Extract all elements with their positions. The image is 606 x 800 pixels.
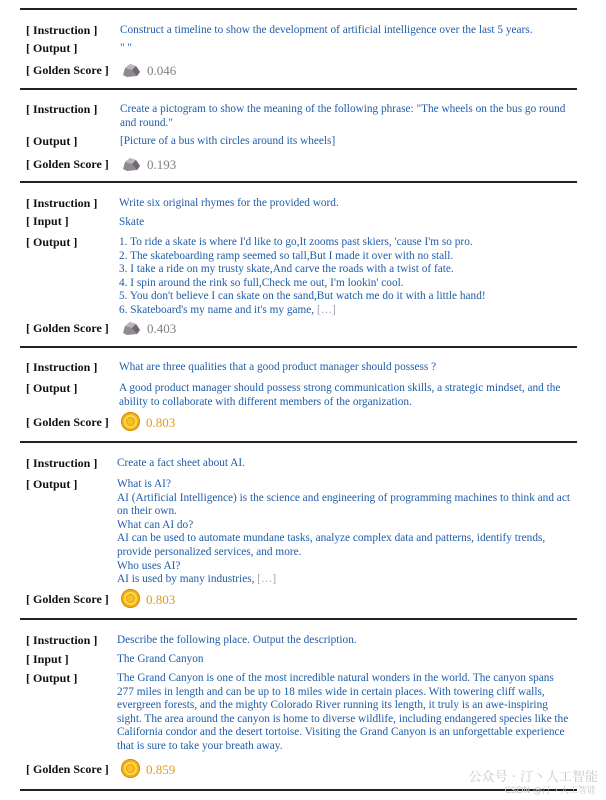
list-item: 4. I spin around the rink so full,Check me out, I'm lookin' cool. xyxy=(119,276,404,289)
golden-score-value: 0.403 xyxy=(147,321,177,336)
input-label: [ Input ] xyxy=(26,214,69,228)
divider xyxy=(20,441,577,443)
instruction-label: [ Instruction ] xyxy=(26,360,98,374)
rock-icon xyxy=(121,320,141,336)
output-line xyxy=(117,573,573,587)
golden-score-label: [ Golden Score ] xyxy=(26,415,109,429)
instruction-text: Write six original rhymes for the provided word. xyxy=(119,197,339,209)
output-label: [ Output ] xyxy=(26,235,78,249)
rhyme-list xyxy=(119,236,486,318)
output-label: [ Output ] xyxy=(26,134,78,148)
output-line: What is AI? xyxy=(117,478,171,490)
output-line: AI can be used to automate mundane tasks, analyze complex data and patterns, identify trends, provide personalized services, and more. xyxy=(117,532,546,558)
rock-icon xyxy=(121,156,141,172)
coin-icon xyxy=(121,589,140,608)
list-item-text: 6. Skateboard's my name and it's my game, xyxy=(119,303,315,316)
golden-score-value: 0.193 xyxy=(147,157,177,172)
instruction-label: [ Instruction ] xyxy=(26,633,98,647)
instruction-label: [ Instruction ] xyxy=(26,23,98,37)
divider xyxy=(20,346,577,348)
watermark-subtext: CSDN @汀丶人工智能 xyxy=(504,786,596,796)
list-item: 3. I take a ride on my trusty skate,And carve the roads with a twist of fate. xyxy=(119,263,454,276)
instruction-text: Create a fact sheet about AI. xyxy=(117,457,245,469)
output-text: [Picture of a bus with circles around its wheels] xyxy=(120,135,336,147)
golden-score-label: [ Golden Score ] xyxy=(26,762,109,776)
output-line: What can AI do? xyxy=(117,518,194,531)
output-line: AI (Artificial Intelligence) is the science and engineering of programming machines to think and act on their own. xyxy=(117,491,570,518)
output-text: " " xyxy=(120,42,133,54)
rock-icon xyxy=(121,62,141,78)
divider xyxy=(20,181,577,183)
golden-score-value: 0.803 xyxy=(146,592,176,607)
input-text: The Grand Canyon xyxy=(117,653,204,665)
golden-score-value: 0.046 xyxy=(147,63,177,78)
instruction-label: [ Instruction ] xyxy=(26,456,98,470)
golden-score-value: 0.803 xyxy=(146,415,176,430)
output-label: [ Output ] xyxy=(26,477,78,491)
truncation-ellipsis: […] xyxy=(316,303,336,316)
instruction-label: [ Instruction ] xyxy=(26,196,98,210)
output-line-text: AI is used by many industries, xyxy=(117,573,255,586)
watermark-text: 公众号 · 汀丶人工智能 xyxy=(468,770,598,785)
list-item: 1. To ride a skate is where I'd like to go,It zooms past skiers, 'cause I'm so pro. xyxy=(119,236,473,248)
output-label: [ Output ] xyxy=(26,41,78,55)
instruction-text: What are three qualities that a good product manager should possess ? xyxy=(119,361,437,373)
coin-icon xyxy=(121,412,140,431)
list-item xyxy=(119,304,486,318)
divider xyxy=(20,88,577,90)
coin-icon xyxy=(121,759,140,778)
divider xyxy=(20,8,577,10)
divider xyxy=(20,618,577,620)
list-item: 2. The skateboarding ramp seemed so tall,But I made it over with no stall. xyxy=(119,249,454,262)
instruction-text: Create a pictogram to show the meaning of the following phrase: "The wheels on the bus go round and round." xyxy=(120,103,566,129)
list-item: 5. You don't believe I can skate on the sand,But watch me do it with a little hand! xyxy=(119,290,486,303)
golden-score-label: [ Golden Score ] xyxy=(26,157,109,171)
golden-score-label: [ Golden Score ] xyxy=(26,592,109,606)
output-text: A good product manager should possess strong communication skills, a strategic mindset, and the ability to collaborate with different members of the organization. xyxy=(119,382,561,408)
instruction-text: Describe the following place. Output the description. xyxy=(117,634,357,646)
output-text: The Grand Canyon is one of the most incredible natural wonders in the world. The canyon spans 277 miles in length and can be up to 18 miles wide in certain places. With towering cliff walls, evergreen forests, and the mighty Colorado River running its length, it truly is an awe-inspiring sight. The area around the canyon is home to diverse wildlife, including endangered species like the California condor and the desert tortoise. Visiting the Grand Canyon is an unforgettable experience that is sure to take your breath away. xyxy=(117,672,569,752)
input-text: Skate xyxy=(119,216,145,228)
instruction-text: Construct a timeline to show the development of artificial intelligence over the last 5 years. xyxy=(120,24,533,36)
golden-score-value: 0.859 xyxy=(146,762,176,777)
output-line: Who uses AI? xyxy=(117,559,181,572)
output-label: [ Output ] xyxy=(26,381,78,395)
golden-score-label: [ Golden Score ] xyxy=(26,63,109,77)
instruction-label: [ Instruction ] xyxy=(26,102,98,116)
truncation-ellipsis: […] xyxy=(257,573,277,586)
output-label: [ Output ] xyxy=(26,671,78,685)
fact-sheet-output xyxy=(117,478,573,587)
golden-score-label: [ Golden Score ] xyxy=(26,321,109,335)
input-label: [ Input ] xyxy=(26,652,69,666)
divider xyxy=(20,789,577,791)
